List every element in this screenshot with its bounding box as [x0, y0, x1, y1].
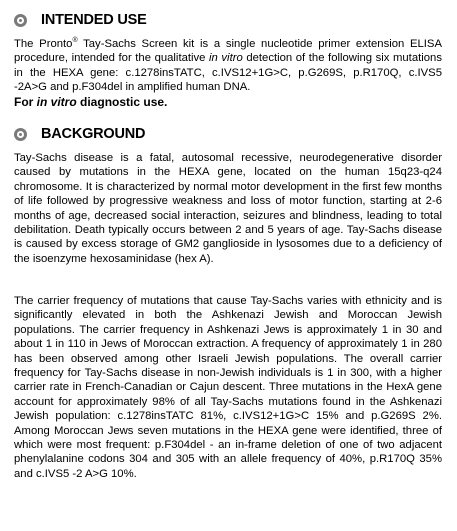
diagnostic-italic: in vitro: [36, 94, 77, 109]
background-section-header: [14, 125, 145, 143]
registered-mark: ®: [72, 37, 78, 45]
intended-use-italic: in vitro: [209, 52, 243, 65]
intended-use-text-a: The Pronto: [14, 38, 73, 50]
circle-bullet-icon: [14, 128, 27, 141]
intended-use-text-c: detection of the following six mutations in the HEXA gene: c.1278insTATC, c.IVS12+1G>C, p.G269S, p.R170Q, c.IVS5 -2A>G and p.F304del in amplified human DNA.: [14, 52, 442, 94]
intended-use-heading: INTENDED USE: [41, 12, 147, 28]
intended-use-section-header: [14, 11, 147, 29]
circle-bullet-icon: [14, 14, 27, 27]
diagnostic-text-a: For: [14, 94, 37, 109]
background-heading: BACKGROUND: [41, 126, 146, 142]
intended-use-text-b: Tay-Sachs Screen kit is a single nucleotide primer extension ELISA procedure, intended for the qualitative: [14, 38, 443, 65]
diagnostic-use-line: [14, 95, 442, 109]
diagnostic-text-b: diagnostic use.: [76, 94, 168, 109]
background-paragraph-1: Tay-Sachs disease is a fatal, autosomal recessive, neurodegenerative disorder caused by mutations in the HEXA gene, located on the human 15q23-q24 chromosome. It is characterized by normal motor development in the first few months of life followed by progressive weakness and loss of motor function, starting at 2-6 months of age, decreased social interaction, seizures and blindness, leading to total debilitation. Death typically occurs between 2 and 5 years of age. Tay-Sachs disease is caused by excess storage of GM2 ganglioside in lysosomes due to a deficiency of the isoenzyme hexosaminidase (hex A).: [14, 152, 442, 265]
intended-use-paragraph: [14, 37, 442, 109]
background-paragraph-2: The carrier frequency of mutations that cause Tay-Sachs varies with ethnicity and is significantly elevated in both the Ashkenazi Jewish and Moroccan Jewish populations. The carrier frequency in Ashkenazi Jews is approximately 1 in 30 and about 1 in 110 in Jews of Moroccan extraction. A frequency of approximately 1 in 280 has been observed among other Israeli Jewish populations. The overall carrier frequency for Tay-Sachs disease in non-Jewish individuals is 1 in 300, with a higher carrier rate in French-Canadian or Cajun descent. Three mutations in the HexA gene account for approximately 98% of all Tay-Sachs mutations found in the Ashkenazi Jewish population: c.1278insTATC 81%, c.IVS12+1G>C 15% and p.G269S 2%. Among Moroccan Jews seven mutations in the HEXA gene were identified, three of which were most frequent: p.F304del - an in-frame deletion of one of two adjacent phenylalanine codons 304 and 305 with an allele frequency of 40%, p.R170Q 35% and c.IVS5 -2 A>G 10%.: [14, 295, 442, 480]
